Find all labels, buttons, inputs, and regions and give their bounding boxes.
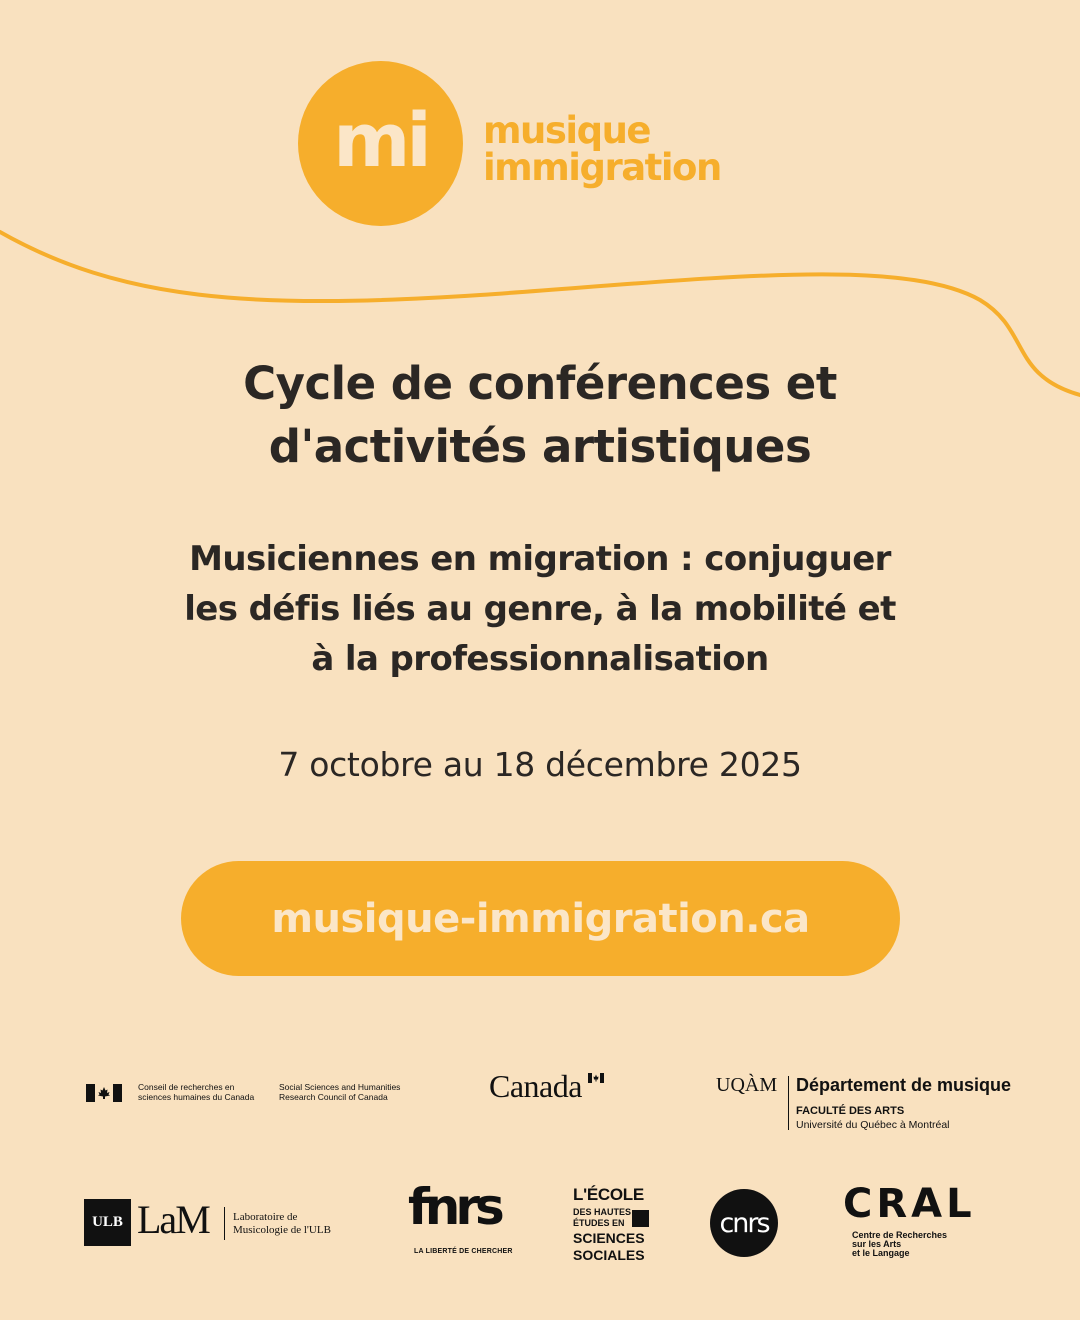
canada-wordmark-flag-icon <box>588 1073 604 1083</box>
logo-wordmark-line2: immigration <box>483 146 721 189</box>
uqam-divider <box>788 1076 789 1130</box>
ehess-small-lines <box>573 1207 631 1229</box>
cral-name <box>852 1231 947 1258</box>
lam-name <box>233 1211 331 1237</box>
uqam-university: Université du Québec à Montréal <box>796 1119 950 1131</box>
event-dates: 7 octobre au 18 décembre 2025 <box>278 745 802 784</box>
logo-wordmark-line1: musique <box>483 109 651 152</box>
crsh-en-line2: Research Council of Canada <box>279 1092 388 1102</box>
canada-wordmark: Canada <box>489 1068 582 1104</box>
event-title-line2: d'activités artistiques <box>268 420 812 473</box>
ehess-line3: ÉTUDES EN <box>573 1218 625 1228</box>
crsh-en-line1: Social Sciences and Humanities <box>279 1082 401 1092</box>
fnrs-logo: fnrs <box>408 1178 500 1236</box>
event-subtitle-line2: les défis liés au genre, à la mobilité et <box>184 589 896 629</box>
ulb-logo: ULB <box>84 1199 131 1246</box>
uqam-department: Département de musique <box>796 1075 1012 1095</box>
uqam-logo: UQÀM <box>716 1074 778 1096</box>
ehess-square-icon <box>632 1210 649 1227</box>
event-title <box>0 352 1080 478</box>
lam-divider <box>224 1207 225 1240</box>
cnrs-logo <box>710 1189 778 1257</box>
ehess-line2: DES HAUTES <box>573 1207 632 1217</box>
website-link-button[interactable]: musique-immigration.ca <box>181 861 900 976</box>
lam-name-line2: Musicologie de l'ULB <box>233 1224 331 1236</box>
logo-initials: mi <box>333 97 428 184</box>
crsh-name-fr <box>138 1082 254 1102</box>
lam-name-line1: Laboratoire de <box>233 1211 298 1223</box>
cral-line3: et le Langage <box>852 1248 910 1258</box>
crsh-fr-line2: sciences humaines du Canada <box>138 1092 255 1102</box>
cnrs-wordmark: cnrs <box>719 1207 769 1239</box>
ehess-line1: L'ÉCOLE <box>573 1185 644 1204</box>
crsh-name-en <box>279 1082 400 1102</box>
crsh-fr-line1: Conseil de recherches en <box>138 1082 235 1092</box>
ehess-large-lines <box>573 1230 645 1264</box>
uqam-faculty: FACULTÉ DES ARTS <box>796 1105 905 1117</box>
cral-line2: sur les Arts <box>852 1239 902 1249</box>
event-subtitle-line3: à la professionnalisation <box>311 639 769 679</box>
fnrs-tagline: LA LIBERTÉ DE CHERCHER <box>414 1248 513 1255</box>
event-title-line1: Cycle de conférences et <box>243 357 837 410</box>
lam-logo: LaM <box>137 1197 209 1242</box>
ehess-line4: SCIENCES <box>573 1230 645 1246</box>
logo-badge <box>298 61 463 226</box>
logo-wordmark <box>483 109 721 189</box>
canada-flag-icon <box>86 1084 122 1102</box>
cral-line1: Centre de Recherches <box>852 1230 948 1240</box>
event-subtitle <box>0 534 1080 684</box>
ehess-line5: SOCIALES <box>573 1247 645 1263</box>
cral-logo: CRAL <box>843 1181 976 1227</box>
event-subtitle-line1: Musiciennes en migration : conjuguer <box>189 539 891 579</box>
